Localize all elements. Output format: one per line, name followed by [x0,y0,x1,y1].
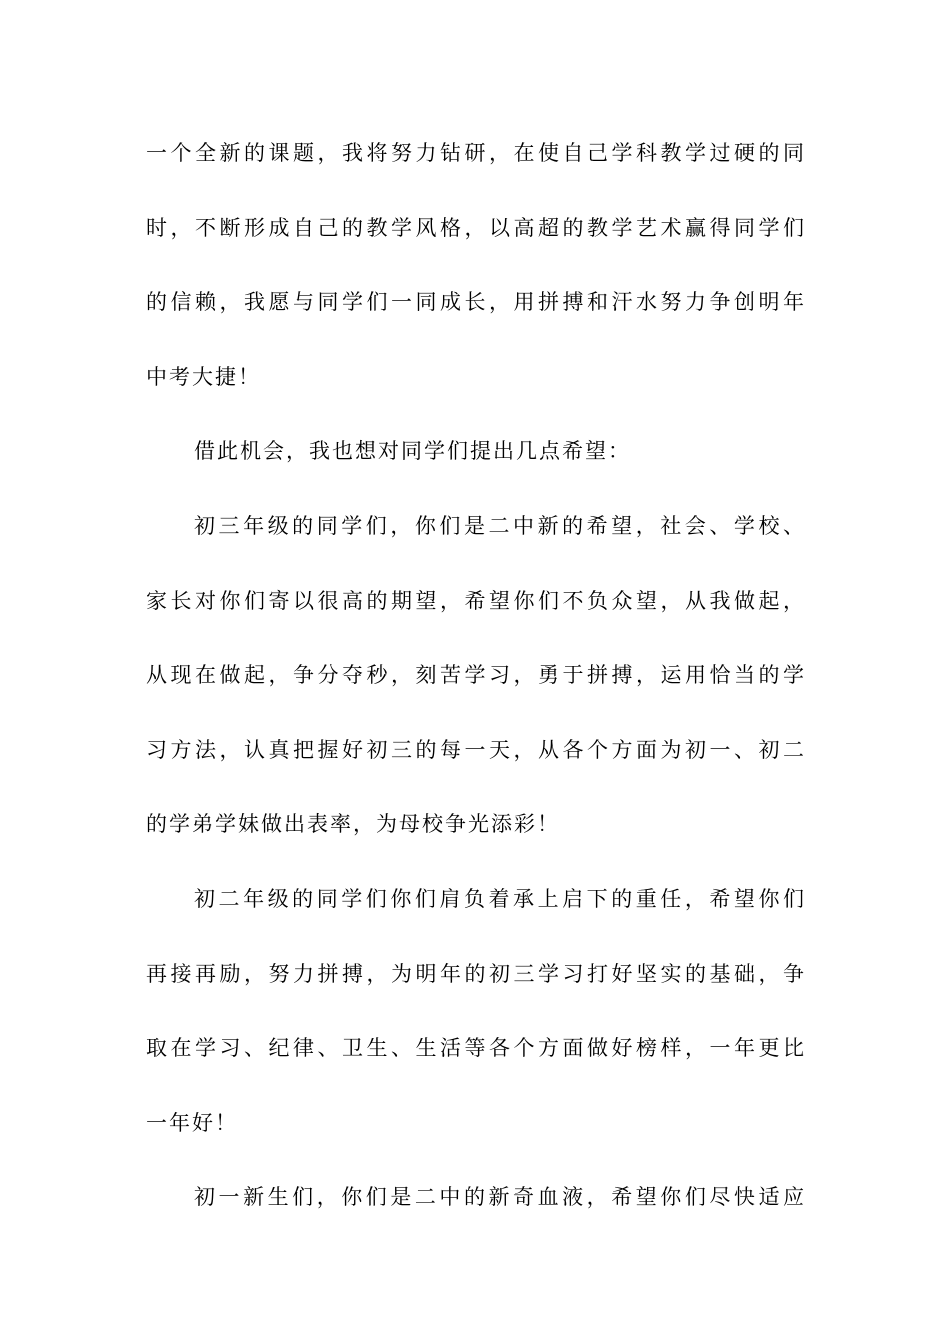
text-line: 时，不断形成自己的教学风格，以高超的教学艺术赢得同学们 [146,215,806,240]
text-line: 的学弟学妹做出表率，为母校争光添彩！ [146,812,560,837]
text-line: 一年好！ [146,1110,238,1135]
paragraph-2 [146,429,806,504]
paragraph-4 [146,877,806,1175]
body-text [146,131,806,1250]
text-line: 中考大捷！ [146,364,261,389]
text-line: 初三年级的同学们，你们是二中新的希望，社会、学校、 [194,513,806,538]
text-line: 一个全新的课题，我将努力钻研，在使自己学科教学过硬的同 [146,141,806,165]
text-line: 家长对你们寄以很高的期望，希望你们不负众望，从我做起， [146,588,806,613]
text-line: 的信赖，我愿与同学们一同成长，用拼搏和汗水努力争创明年 [146,290,806,315]
paragraph-5 [146,1175,806,1250]
text-line: 再接再励，努力拼搏，为明年的初三学习打好坚实的基础，争 [146,961,806,986]
text-line: 从现在做起，争分夺秒，刻苦学习，勇于拼搏，运用恰当的学 [146,663,806,688]
text-line: 初一新生们，你们是二中的新奇血液，希望你们尽快适应 [194,1185,806,1210]
text-line: 习方法，认真把握好初三的每一天，从各个方面为初一、初二 [146,737,806,762]
paragraph-1 [146,131,806,429]
text-line: 取在学习、纪律、卫生、生活等各个方面做好榜样，一年更比 [146,1036,806,1061]
text-line: 借此机会，我也想对同学们提出几点希望： [194,439,631,464]
text-line: 初二年级的同学们你们肩负着承上启下的重任，希望你们 [194,886,806,911]
paragraph-3 [146,504,806,877]
